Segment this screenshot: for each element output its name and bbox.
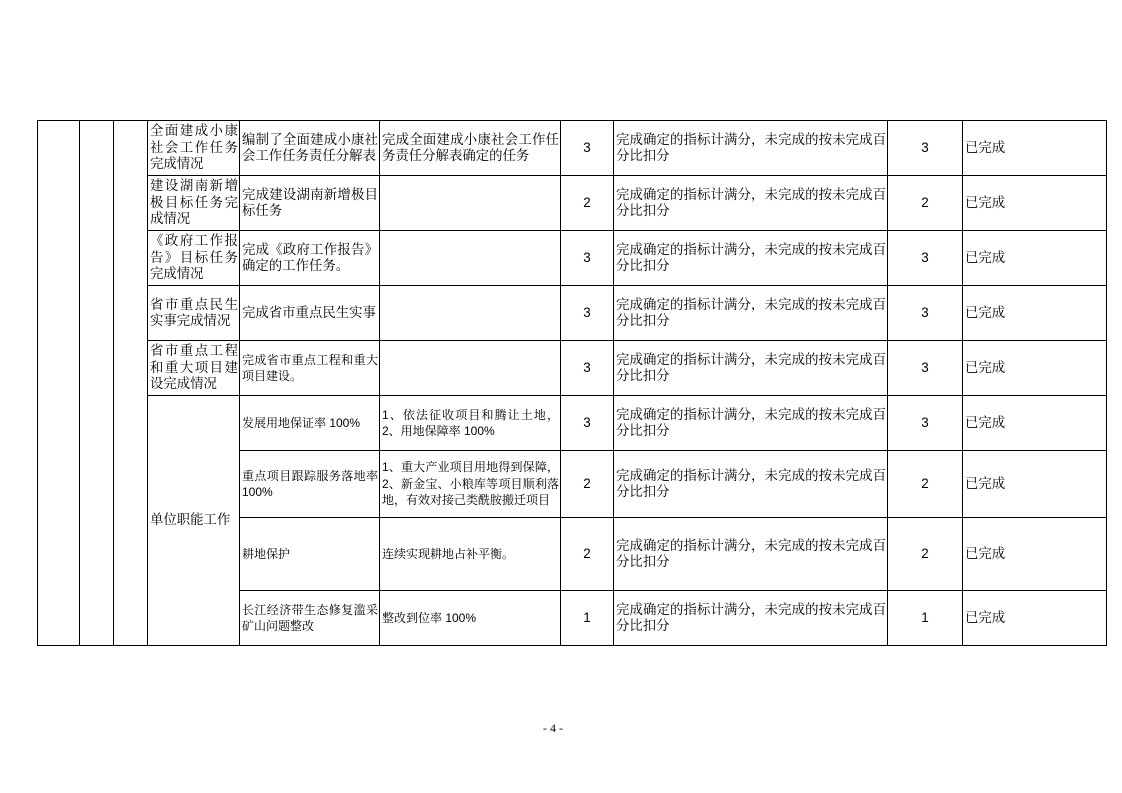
rule-cell: 完成确定的指标计满分，未完成的按未完成百分比扣分	[614, 286, 888, 341]
target-cell	[380, 286, 561, 341]
rule-cell: 完成确定的指标计满分，未完成的按未完成百分比扣分	[614, 518, 888, 591]
rule-cell: 完成确定的指标计满分，未完成的按未完成百分比扣分	[614, 231, 888, 286]
target-cell: 1、重大产业项目用地得到保障，2、新金宝、小粮库等项目顺利落地，有效对接己类酰胺搬迁项目	[380, 451, 561, 518]
assessment-table	[37, 120, 1107, 646]
table-row	[38, 396, 1107, 451]
status-cell: 已完成	[963, 451, 1107, 518]
weight-cell: 3	[561, 341, 614, 396]
content-cell: 发展用地保证率 100%	[240, 396, 380, 451]
status-cell: 已完成	[963, 176, 1107, 231]
target-cell	[380, 341, 561, 396]
page-number: - 4 -	[543, 721, 563, 735]
item-cell: 《政府工作报告》目标任务完成情况	[148, 231, 240, 286]
target-cell	[380, 231, 561, 286]
empty-merged-cell-col3	[114, 121, 148, 646]
weight-cell: 3	[561, 286, 614, 341]
table-row	[38, 121, 1107, 176]
target-cell: 完成全面建成小康社会工作任务责任分解表确定的任务	[380, 121, 561, 176]
score-cell: 3	[888, 286, 963, 341]
weight-cell: 1	[561, 591, 614, 646]
status-cell: 已完成	[963, 121, 1107, 176]
score-cell: 2	[888, 176, 963, 231]
score-cell: 3	[888, 231, 963, 286]
content-cell: 完成省市重点工程和重大项目建设。	[240, 341, 380, 396]
content-cell: 编制了全面建成小康社会工作任务责任分解表	[240, 121, 380, 176]
rule-cell: 完成确定的指标计满分，未完成的按未完成百分比扣分	[614, 121, 888, 176]
score-cell: 3	[888, 396, 963, 451]
target-cell: 1、依法征收项目和腾让土地，2、用地保障率 100%	[380, 396, 561, 451]
table-row	[38, 231, 1107, 286]
rule-cell: 完成确定的指标计满分，未完成的按未完成百分比扣分	[614, 176, 888, 231]
score-cell: 3	[888, 341, 963, 396]
group-label-cell: 单位职能工作	[148, 396, 240, 646]
rule-cell: 完成确定的指标计满分，未完成的按未完成百分比扣分	[614, 591, 888, 646]
content-cell: 重点项目跟踪服务落地率100%	[240, 451, 380, 518]
weight-cell: 2	[561, 518, 614, 591]
status-cell: 已完成	[963, 341, 1107, 396]
score-cell: 3	[888, 121, 963, 176]
item-cell: 建设湖南新增极目标任务完成情况	[148, 176, 240, 231]
empty-merged-cell-col1	[38, 121, 80, 646]
score-cell: 2	[888, 518, 963, 591]
score-cell: 2	[888, 451, 963, 518]
weight-cell: 3	[561, 396, 614, 451]
target-cell: 整改到位率 100%	[380, 591, 561, 646]
rule-cell: 完成确定的指标计满分，未完成的按未完成百分比扣分	[614, 341, 888, 396]
content-cell: 完成省市重点民生实事	[240, 286, 380, 341]
target-cell: 连续实现耕地占补平衡。	[380, 518, 561, 591]
content-cell: 长江经济带生态修复滥采矿山问题整改	[240, 591, 380, 646]
weight-cell: 3	[561, 121, 614, 176]
rule-cell: 完成确定的指标计满分，未完成的按未完成百分比扣分	[614, 451, 888, 518]
table-row	[38, 341, 1107, 396]
item-cell: 全面建成小康社会工作任务完成情况	[148, 121, 240, 176]
weight-cell: 2	[561, 451, 614, 518]
status-cell: 已完成	[963, 591, 1107, 646]
score-cell: 1	[888, 591, 963, 646]
empty-merged-cell-col2	[80, 121, 114, 646]
table-row	[38, 286, 1107, 341]
item-cell: 省市重点工程和重大项目建设完成情况	[148, 341, 240, 396]
weight-cell: 2	[561, 176, 614, 231]
content-cell: 耕地保护	[240, 518, 380, 591]
content-cell: 完成建设湖南新增极目标任务	[240, 176, 380, 231]
weight-cell: 3	[561, 231, 614, 286]
target-cell	[380, 176, 561, 231]
item-cell: 省市重点民生实事完成情况	[148, 286, 240, 341]
status-cell: 已完成	[963, 396, 1107, 451]
content-cell: 完成《政府工作报告》确定的工作任务。	[240, 231, 380, 286]
rule-cell: 完成确定的指标计满分，未完成的按未完成百分比扣分	[614, 396, 888, 451]
status-cell: 已完成	[963, 231, 1107, 286]
table-row	[38, 176, 1107, 231]
status-cell: 已完成	[963, 286, 1107, 341]
status-cell: 已完成	[963, 518, 1107, 591]
